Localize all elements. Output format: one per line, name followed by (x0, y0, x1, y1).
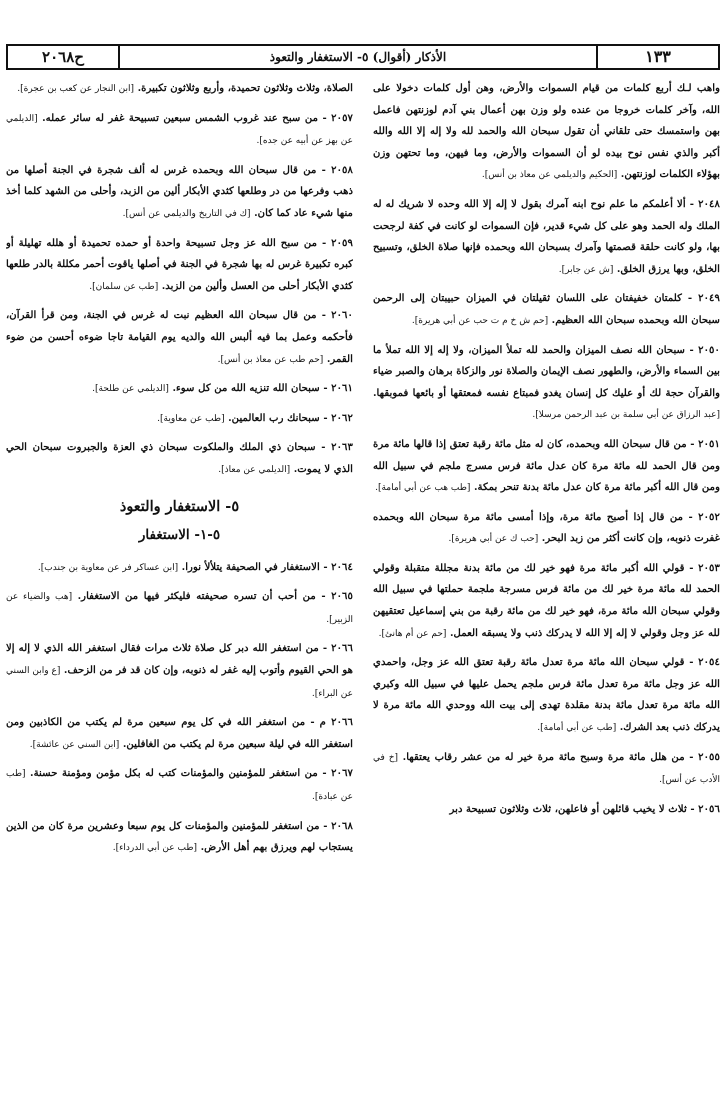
hadith-text: ٢٠٦٥ - من أحب أن تسره صحيفته فليكثر فيها من الاستغفار. (77, 590, 353, 603)
hadith-entry (6, 408, 353, 431)
hadith-entry (6, 378, 353, 401)
hadith-text: ٢٠٥٩ - من سبح الله عز وجل تسبيحة واحدة أو حمده تحميدة أو هلله تهليلة أو كبره تكبيرة غرس له بها شجرة في الجنة في أصلها ياقوت أحمر مكللة بالدر طلعها كثدي الأبكار أحلى من العسل وألين من الزبد. (6, 236, 353, 292)
hadith-entry (6, 108, 353, 153)
section-title: ٥- الاستغفار والتعوذ (119, 497, 240, 515)
hadith-text: ٢٠٦١ - سبحان الله تنزيه الله من كل سوء. (172, 382, 353, 395)
hadith-text: ٢٠٦٦ م - من استغفر الله في كل يوم سبعين مرة لم يكتب من الكاذبين ومن استغفر الله في ليلة سبعين مرة لم يكتب من الغافلين. (6, 716, 353, 750)
hadith-source: [ع وابن السني عن البراء]. (6, 666, 353, 699)
hadith-text: ٢٠٥٨ - من قال سبحان الله وبحمده غرس له ألف شجرة في الجنة أصلها من ذهب وفرعها من در وطلعها كثدي الأبكار ألين من الزبد، وأحلى من الشهد كلما أخذ منها شيء عاد كما كان. (6, 163, 353, 219)
hadith-entry (373, 652, 720, 739)
hadith-text: ٢٠٦٢ - سبحانك رب العالمين. (228, 411, 353, 424)
hadith-source: [ابن السني عن عائشة]. (29, 739, 120, 750)
hadith-text: ٢٠٥٣ - قولي الله أكبر مائة مرة فهو خير لك من مائة بدنة مجللة متقبلة وقولي الحمد لله مائة مرة خير لك من مائة فرس مسرجة ملجمة حملتها في سبيل الله وقولي سبحان الله مائة مرة، فهو خير لك من مائة رقبة من بني إسماعيل تعتقيهن لله عز وجل وقولي لا إله إلا الله لا يدركك ذنب ولا يسبقه العمل. (373, 561, 720, 639)
hadith-entry (373, 340, 720, 427)
hadith-entry (6, 305, 353, 371)
right-column (373, 78, 720, 1108)
hadith-source: [الديلمي عن معاذ]. (218, 464, 291, 475)
running-header (6, 44, 720, 70)
hadith-text: ٢٠٥٧ - من سبح عند غروب الشمس سبعين تسبيحة غفر له سائر عمله. (42, 111, 353, 124)
running-title: الأذكار (أقوال) ٥- الاستغفار والتعوذ (269, 50, 447, 64)
hadith-text: ٢٠٦٤ - الاستغفار في الصحيفة يتلألأ نورا. (181, 560, 353, 573)
hadith-text: ٢٠٥٠ - سبحان الله نصف الميزان والحمد لله تملأ الميزان، ولا إله إلا الله تملأ ما بين السماء والأرض، والطهور نصف الإيمان والصلاة نور والزكاة برهان والصبر ضياء والقرآن حجة لك أو عليك كل إنسان يغدو فمبتاع نفسه فمعتقها أو بائعها فموبقها. (373, 343, 720, 399)
hadith-source: [حم عن أم هانئ]. (378, 628, 447, 639)
text-columns (6, 78, 720, 1108)
hadith-text: ٢٠٦٧ - من استغفر للمؤمنين والمؤمنات كتب له بكل مؤمن ومؤمنة حسنة. (30, 767, 353, 780)
hadith-text: ٢٠٥٢ - من قال إذا أصبح مائة مرة، وإذا أمسى مائة مرة سبحان الله وبحمده غفرت ذنوبه، وإن كانت أكثر من زبد البحر. (373, 510, 720, 545)
hadith-source: [طب عن أبي الدرداء]. (112, 843, 198, 854)
left-column-bottom (6, 557, 353, 860)
hadith-source: [طب هب عن أبي أمامة]. (375, 483, 471, 494)
hadith-entry (373, 747, 720, 792)
hadith-text: ٢٠٦٠ - من قال سبحان الله العظيم نبت له غرس في الجنة، ومن قرأ القرآن، فأحكمه وعمل بما فيه ألبس الله والديه يوم القيامة تاجا ضوءه أحسن من ضوء القمر. (6, 309, 353, 365)
hadith-entry (373, 799, 720, 821)
hadith-source: [خ في الأدب عن أنس]. (373, 752, 720, 786)
hadith-source: [عبد الرزاق عن أبي سلمة بن عبد الرحمن مرسلا]. (532, 410, 720, 421)
left-column (6, 78, 353, 1108)
hadith-source: [حب ك عن أبي هريرة]. (448, 534, 539, 545)
hadith-text: ٢٠٤٨ - ألا أعلمكم ما علم نوح ابنه آمرك بقول لا إله إلا الله وحده لا شريك له له الملك وله الحمد وهو على كل شيء قدير، فإن السموات لو كانت في كفة لرجحت بها، ولو كانت حلقة قصمتها وآمرك بسبحان الله وبحمده فإنها صلاة الخلق، وتسبيح الخلق، وبها يرزق الخلق. (373, 197, 720, 275)
hadith-entry (6, 557, 353, 580)
hadith-entry (373, 558, 720, 645)
hadith-source: [طب عن أبي أمامة]. (537, 723, 617, 734)
hadith-text: ٢٠٥٥ - من هلل مائة مرة وسبح مائة مرة خير له من عشر رقاب يعتقها. (402, 750, 720, 763)
hadith-source: [الديلمي عن بهز عن أبيه عن جده]. (6, 113, 353, 147)
left-column-top (6, 78, 353, 482)
hadith-source: [هب والضياء عن الزبير]. (6, 592, 353, 625)
hadith-entry (6, 763, 353, 808)
hadith-source: [ك في التاريخ والديلمي عن أنس]. (122, 208, 251, 219)
hadith-source: [الديلمي عن طلحة]. (92, 384, 169, 395)
hadith-source: [طب عن معاوية]. (157, 413, 225, 424)
hadith-entry (6, 586, 353, 631)
hadith-entry (373, 78, 720, 187)
hadith-text: الصلاة، وثلاث وثلاثون تحميدة، وأربع وثلاثون تكبيرة. (137, 82, 353, 94)
hadith-range-code: ح٢٠٦٨ (8, 46, 120, 68)
hadith-text: ٢٠٤٩ - كلمتان خفيفتان على اللسان ثقيلتان في الميزان حبيبتان إلى الرحمن سبحان الله وبحمده سبحان الله العظيم. (373, 292, 720, 326)
hadith-text: ٢٠٥٦ - ثلاث لا يخيب قائلهن أو فاعلهن، ثلاث وثلاثون تسبيحة دبر (449, 802, 720, 815)
hadith-text: ٢٠٦٣ - سبحان ذي الملك والملكوت سبحان ذي العزة والجبروت سبحان الحي الذي لا يموت. (6, 441, 353, 475)
hadith-entry (6, 437, 353, 481)
hadith-entry (6, 160, 353, 226)
hadith-entry (6, 638, 353, 705)
subsection-title: ٥-١- الاستغفار (138, 527, 221, 544)
hadith-source: [الحكيم والديلمي عن معاذ بن أنس]. (481, 170, 618, 181)
hadith-text: ٢٠٦٨ - من استغفر للمؤمنين والمؤمنات كل يوم سبعا وعشرين مرة كان من الذين يستجاب لهم ويرزق بهم أهل الأرض. (6, 819, 353, 854)
hadith-text: ٢٠٥٤ - قولي سبحان الله مائة مرة تعدل مائة رقبة تعتق الله عز وجل، واحمدي الله عز وجل مائة مرة تعدل مائة فرس ملجم يحمل عليها في سبيل الله وكبري الله مائة مرة تعدل مائة بدنة مقلدة تهدى إلى بيت الله ووحدي الله مائة مرة لا يدركك ذنب بعد الشرك. (373, 656, 720, 734)
hadith-entry (373, 507, 720, 551)
page-number: ١٣٣ (596, 46, 718, 68)
hadith-source: [حم طب عن معاذ بن أنس]. (217, 354, 324, 365)
hadith-entry (373, 434, 720, 500)
hadith-entry (6, 78, 353, 101)
hadith-entry (6, 233, 353, 299)
hadith-text: واهب لـك أربع كلمات من قيام السموات والأرض، وهن أول كلمات دخولا على الله، وآخر كلمات خروجا من عنده ولو وزن بهن أعمال بني آدم لوزنتهن فاعمل بهن واستمسك حتى تلقاني أن تقول سبحان الله والحمد لله ولا إله إلا الله والله أكبر والذي نفس نوح بيده لو أن السموات والأرض، وما فيهن، وما تحتهن وزن بهؤلاء الكلمات لوزنتهن. (373, 82, 720, 181)
hadith-source: [طب عن عبادة]. (6, 769, 353, 803)
hadith-source: [ابن عساكر فر عن معاوية بن جندب]. (37, 562, 179, 573)
hadith-text: ٢٠٥١ - من قال سبحان الله وبحمده، كان له مثل مائة رقبة تعتق إذا قالها مائة مرة ومن قال الحمد لله مائة مرة كان عدل مائة فرس مسرج ملجم في سبيل الله ومن قال الله أكبر مائة مرة كان عدل مائة بدنة تنحر بمكة. (373, 437, 720, 494)
hadith-source: [طب عن سلمان]. (89, 281, 159, 292)
hadith-source: [حم ش خ م ت حب عن أبي هريرة]. (411, 315, 549, 326)
hadith-source: [ابن النجار عن كعب بن عجرة]. (17, 84, 135, 94)
hadith-entry (373, 194, 720, 281)
hadith-entry (6, 712, 353, 756)
hadith-entry (6, 816, 353, 860)
hadith-entry (373, 288, 720, 332)
hadith-text: ٢٠٦٦ - من استغفر الله دبر كل صلاة ثلاث مرات فقال استغفر الله الذي لا إله إلا هو الحي القيوم وأتوب إليه غفر له ذنوبه، وإن كان قد فر من الزحف. (6, 642, 353, 677)
hadith-source: [ش عن جابر]. (558, 264, 614, 275)
